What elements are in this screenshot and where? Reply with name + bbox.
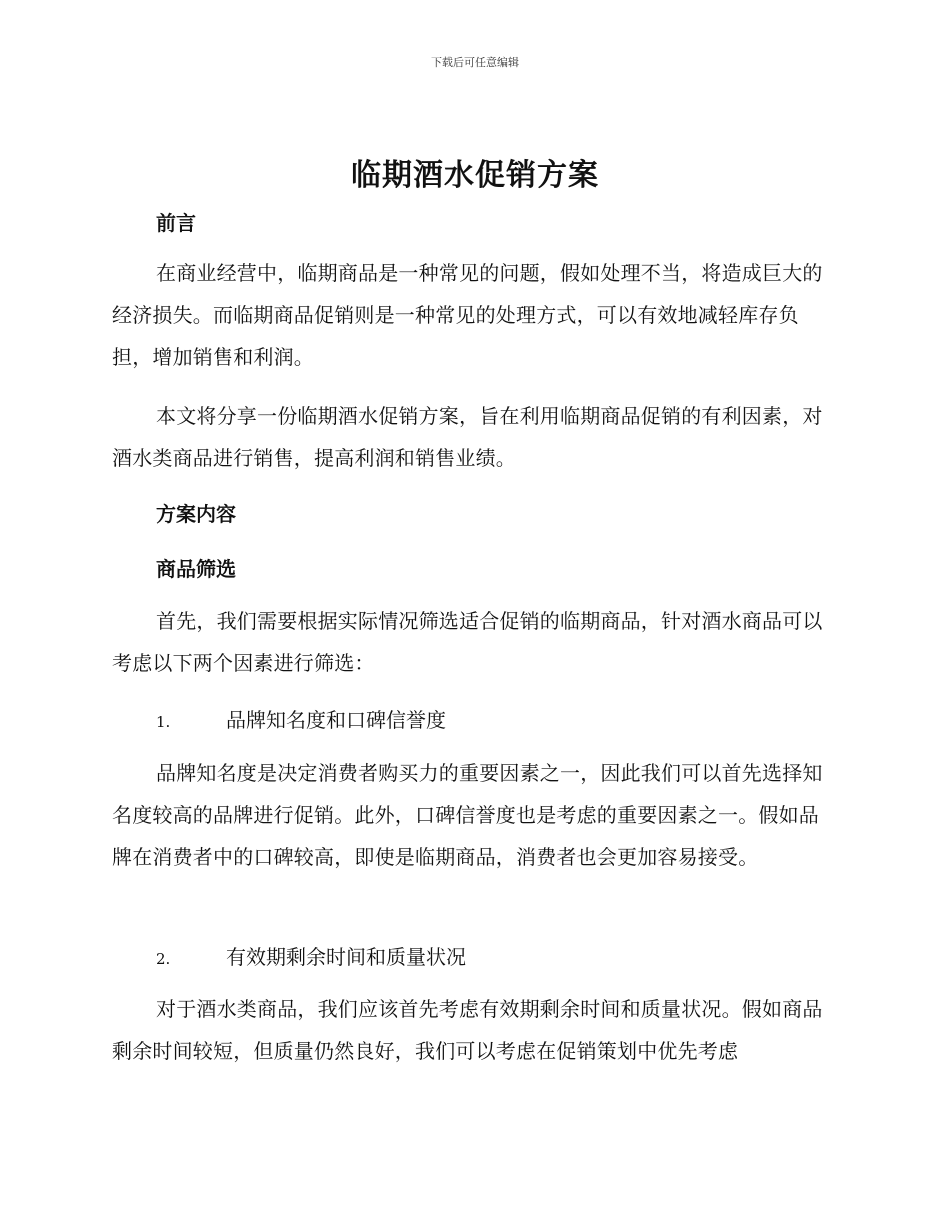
document-title: 临期酒水促销方案 xyxy=(351,158,599,193)
list-number: 2. xyxy=(156,950,171,968)
paragraph-screening: 首先，我们需要根据实际情况筛选适合促销的临期商品，针对酒水商品可以考虑以下两个因素进行筛选： xyxy=(112,609,823,675)
section-heading-content: 方案内容 xyxy=(156,502,236,526)
list-item-text: 品牌知名度和口碑信誉度 xyxy=(226,708,446,732)
list-item-text: 有效期剩余时间和质量状况 xyxy=(226,945,466,969)
list-number: 1. xyxy=(156,713,171,731)
section-heading-preface: 前言 xyxy=(156,211,196,235)
list-item-1 xyxy=(156,704,876,733)
paragraph-item-2: 对于酒水类商品，我们应该首先考虑有效期剩余时间和质量状况。假如商品剩余时间较短，但质量仍然良好，我们可以考虑在促销策划中优先考虑 xyxy=(112,997,823,1063)
paragraph-preface-2: 本文将分享一份临期酒水促销方案，旨在利用临期商品促销的有利因素，对酒水类商品进行销售，提高利润和销售业绩。 xyxy=(112,404,823,470)
section-heading-screening: 商品筛选 xyxy=(156,557,236,581)
paragraph-item-1: 品牌知名度是决定消费者购买力的重要因素之一，因此我们可以首先选择知名度较高的品牌进行促销。此外，口碑信誉度也是考虑的重要因素之一。假如品牌在消费者中的口碑较高，即使是临期商品，消费者也会更加容易接受。 xyxy=(112,761,823,869)
page-header: 下载后可任意编辑 xyxy=(431,56,519,69)
list-item-2 xyxy=(156,941,876,970)
paragraph-preface-1: 在商业经营中，临期商品是一种常见的问题，假如处理不当，将造成巨大的经济损失。而临期商品促销则是一种常见的处理方式，可以有效地减轻库存负担，增加销售和利润。 xyxy=(112,261,823,369)
